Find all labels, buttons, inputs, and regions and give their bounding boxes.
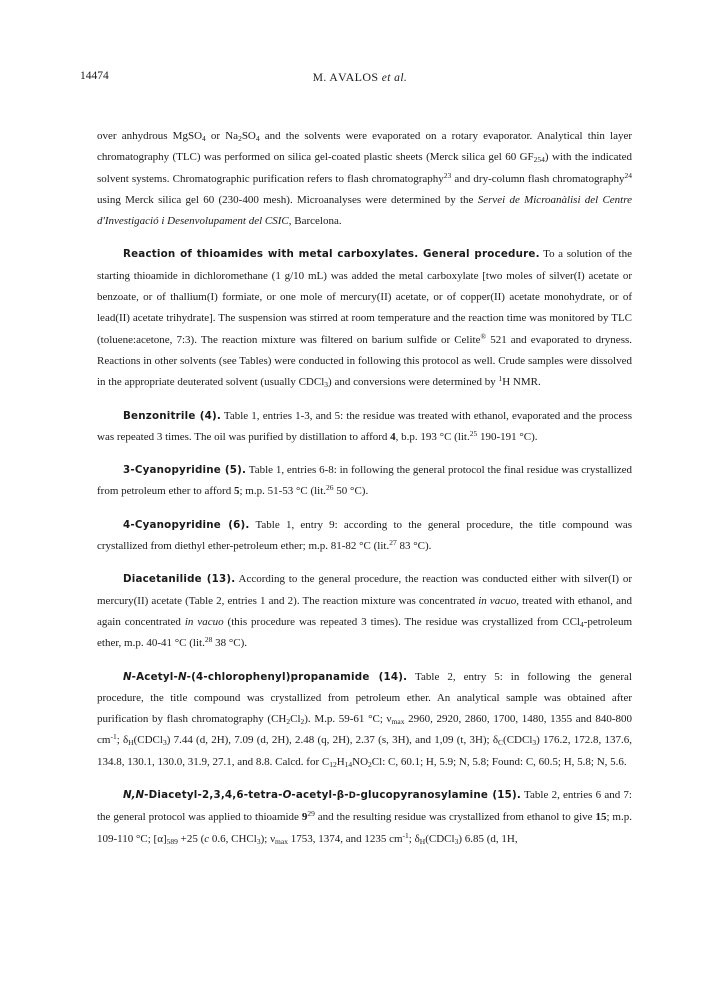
page-number: 14474 <box>80 70 109 82</box>
benzonitrile-paragraph: Benzonitrile (4). Table 1, entries 1-3, and 5: the residue was treated with ethanol, evaporated and the process was repeated 3 times. The oil was purified by distillation to afford 4, b.p. 193 °C (lit.$^{25}$ 190-191 °C). <box>97 409 632 443</box>
cyanopyridine-4-heading: 4-Cyanopyridine (6). <box>123 518 250 531</box>
propanamide-heading: N-Acetyl-N-(4-chlorophenyl)propanamide (14). <box>123 670 408 683</box>
cyanopyridine-4-paragraph: 4-Cyanopyridine (6). Table 1, entry 9: according to the general procedure, the title compound was crystallized from diethyl ether-petroleum ether; m.p. 81-82 °C (lit.$^{27}$ 83 °C). <box>97 518 632 553</box>
cyanopyridine-3-paragraph: 3-Cyanopyridine (5). Table 1, entries 6-8: in following the general protocol the final residue was crystallized from petroleum ether to afford 5; m.p. 51-53 °C (lit.$^{26}$ 50 °C). <box>97 464 632 498</box>
diacetanilide-heading: Diacetanilide (13). <box>123 573 236 586</box>
propanamide-paragraph: N-Acetyl-N-(4-chlorophenyl)propanamide (14). Table 2, entry 5: in following the general procedure, the title compound was crystallized from petroleum ether. An analytical sample was obtained after purification by flash chromatography $(CH_2Cl_2)$. M.p. 59-61 °C; $\nu_{max}$ 2960, 2920, 2860, 1700, 1480, 1355 and 840-800 $cm^{-1}$; $\delta_H(CDCl_3)$ 7.44 (d, 2H), 7.09 (d, 2H), 2.48 (q, 2H), 2.37 (s, 3H), and 1,09 (t, 3H); $\delta_C(CDCl_3)$ 176.2, 172.8, 137.6, 134.8, 130.1, 130.0, 31.9, 27.1, and 8.8. Calcd. for $C_{12}H_{14}NO_2Cl$: C, 60.1; H, 5.9; N, 5.8; Found: C, 60.5; H, 5.8; N, 5.6. <box>97 670 633 769</box>
diacetanilide-paragraph: Diacetanilide (13). According to the general procedure, the reaction was conducted either with silver(I) or mercury(II) acetate (Table 2, entries 1 and 2). The reaction mixture was concentrated in vacuo, treated with ethanol, and again concentrated in vacuo (this procedure was repeated 3 times). The residue was crystallized from CCl$_4$-petroleum ether, m.p. 40-41 °C (lit.$^{28}$ 38 °C). <box>97 573 632 650</box>
benzonitrile-heading: Benzonitrile (4). <box>123 409 221 422</box>
glucopyranosylamine-heading: N,N-Diacetyl-2,3,4,6-tetra-O-acetyl-β-D-glucopyranosylamine (15). <box>123 789 522 802</box>
author-smallcaps: VALOS <box>338 70 379 84</box>
main-text <box>97 126 632 850</box>
author-suffix: et al. <box>378 72 408 84</box>
cyanopyridine-3-heading: 3-Cyanopyridine (5). <box>123 464 247 477</box>
glucopyranosylamine-paragraph: N,N-Diacetyl-2,3,4,6-tetra-O-acetyl-β-D-glucopyranosylamine (15). Table 2, entries 6 and 7: the general protocol was applied to thioamide $9^{29}$ and the resulting residue was crystallized from ethanol to give 15; m.p. 109-110 °C; $[\alpha]_{589} +25$ (c 0.6, CHCl$_3$); $\nu_{max}$ 1753, 1374, and 1235 $cm^{-1}$; $\delta_H(CDCl_3)$ 6.85 (d, 1H, <box>97 789 632 846</box>
running-head <box>0 70 720 85</box>
intro-paragraph: over anhydrous MgSO$_4$ or $Na_2SO_4$ and the solvents were evaporated on a rotary evaporator. Analytical thin layer chromatography (TLC) was performed on silica gel-coated plastic sheets (Merck silica gel 60 $GF_{254}$) with the indicated solvent systems. Chromatographic purification refers to flash chromatography$^{23}$ and dry-column flash chromatography$^{24}$ using Merck silica gel 60 (230-400 mesh). Microanalyses were determined by the Servei de Microanàlisi del Centre d'Investigació i Desenvolupament del CSIC, Barcelona. <box>97 130 633 228</box>
author-prefix: M. A <box>312 72 339 84</box>
general-procedure-heading: Reaction of thioamides with metal carboxylates. General procedure. <box>123 248 540 261</box>
general-procedure-paragraph: Reaction of thioamides with metal carboxylates. General procedure. To a solution of the starting thioamide in dichloromethane (1 g/10 mL) was added the metal carboxylate [two moles of silver(I) acetate or benzoate, or of thallium(I) formiate, or one mole of mercury(II) acetate, or of copper(II) acetate monohydrate, or of lead(II) acetate trihydrate]. The suspension was stirred at room temperature and the reaction time was monitored by TLC (toluene:acetone, 7:3). The reaction mixture was filtered on barium sulfide or Celite® 521 and evaporated to dryness. Reactions in other solvents (see Tables) were conducted in following this protocol as well. Crude samples were dissolved in the appropriate deuterated solvent (usually CDCl$_3$) and conversions were determined by $^1$H NMR. <box>97 248 632 390</box>
